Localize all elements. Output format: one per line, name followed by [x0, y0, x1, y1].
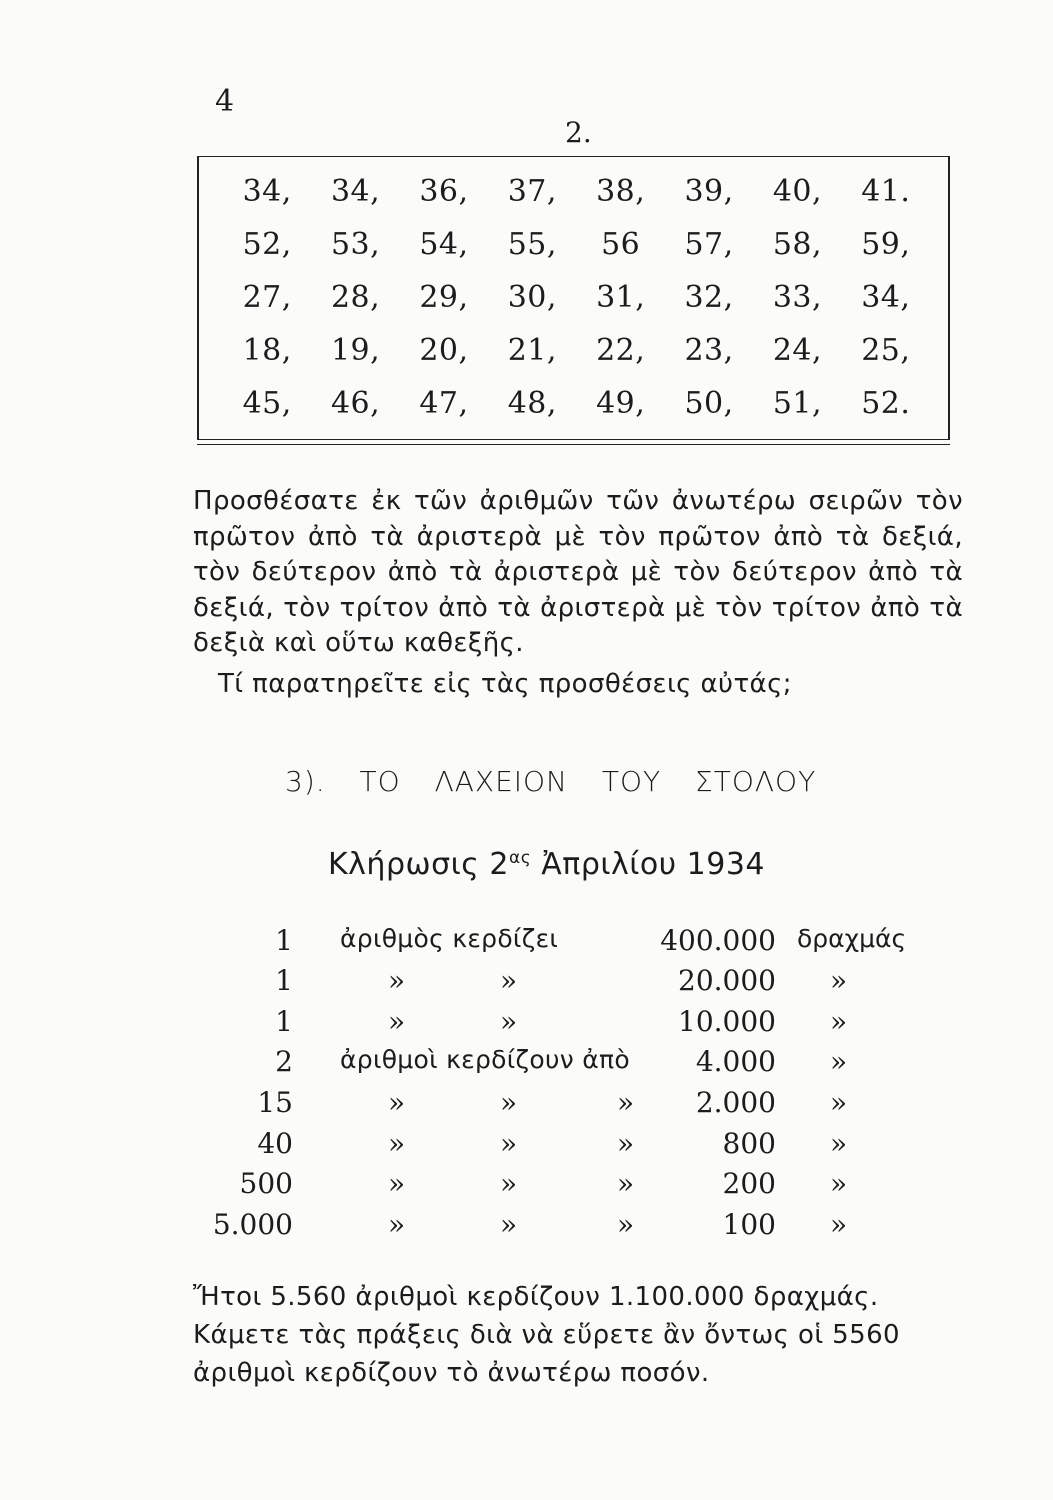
ditto-mark: » [830, 1005, 848, 1038]
ditto-mark: » [830, 1208, 848, 1241]
prize-description: ἀριθμὸς κερδίζει [340, 924, 559, 953]
number-cell: 24, [772, 333, 823, 368]
ditto-mark: » [500, 1086, 518, 1119]
number-cell: 46, [330, 386, 381, 421]
conclusion-line-2: Κάμετε τὰς πράξεις διὰ νὰ εὕρετε ἂν ὄντως οἱ 5560 [193, 1320, 900, 1350]
number-cell: 45, [242, 386, 292, 421]
prize-count: 1 [275, 964, 293, 997]
number-cell: 25, [861, 333, 911, 368]
number-cell: 59, [861, 227, 911, 262]
number-cell: 47, [419, 386, 469, 421]
question-line: Τί παρατηρεῖτε εἰς τὰς προσθέσεις αὐτάς; [218, 669, 792, 699]
ditto-mark: » [500, 1208, 518, 1241]
prize-amount: 10.000 [678, 1005, 776, 1038]
conclusion-line-1: Ἤτοι 5.560 ἀριθμοὶ κερδίζουν 1.100.000 δραχμάς. [193, 1282, 879, 1312]
prize-row [0, 1086, 1053, 1126]
prize-count: 1 [275, 1005, 293, 1038]
number-cell: 31, [596, 280, 646, 315]
prize-row [0, 1005, 1053, 1045]
number-cell: 36, [419, 174, 469, 209]
page-number: 4 [215, 84, 235, 119]
number-row [199, 379, 948, 429]
number-cell: 34, [330, 174, 381, 209]
number-cell: 38, [596, 174, 646, 209]
number-cell: 49, [596, 386, 646, 421]
prize-row [0, 1167, 1053, 1207]
number-cell: 23, [684, 333, 734, 368]
prize-amount: 800 [722, 1127, 776, 1160]
prize-row [0, 964, 1053, 1004]
ditto-mark: » [617, 1167, 635, 1200]
ditto-mark: » [388, 1086, 406, 1119]
number-row [199, 273, 948, 323]
prize-count: 1 [275, 924, 293, 957]
prize-row [0, 1127, 1053, 1167]
number-cell: 41. [861, 174, 911, 209]
prize-row [0, 1045, 1053, 1085]
prize-count: 2 [275, 1045, 293, 1078]
number-cell: 39, [684, 174, 734, 209]
ditto-mark: » [388, 1127, 406, 1160]
prize-row [0, 924, 1053, 964]
ditto-mark: » [617, 1208, 635, 1241]
number-cell: 51, [772, 386, 823, 421]
ditto-mark: » [388, 1167, 406, 1200]
number-cell: 28, [330, 280, 381, 315]
number-row [199, 326, 948, 376]
number-cell: 33, [772, 280, 823, 315]
prize-description: ἀριθμοὶ κερδίζουν ἀπὸ [340, 1045, 630, 1074]
ditto-mark: » [617, 1127, 635, 1160]
ditto-mark: » [388, 1208, 406, 1241]
number-cell: 53, [330, 227, 381, 262]
number-cell: 58, [772, 227, 823, 262]
ditto-mark: » [500, 1167, 518, 1200]
ditto-mark: » [617, 1086, 635, 1119]
ditto-mark: » [388, 1005, 406, 1038]
prize-amount: 200 [722, 1167, 776, 1200]
number-cell: 40, [772, 174, 823, 209]
prize-count: 5.000 [212, 1208, 293, 1241]
draw-date-prefix: Κλήρωσις 2 [328, 847, 510, 882]
instruction-paragraph: Προσθέσατε ἐκ τῶν ἀριθμῶν τῶν ἀνωτέρω σειρῶν τὸν πρῶτον ἀπὸ τὰ ἀριστερὰ μὲ τὸν πρῶτον ἀπὸ τὰ δεξιά, τὸν δεύτερον ἀπὸ τὰ ἀριστερὰ μὲ τὸν δεύτερον ἀπὸ τὰ δεξιά, τὸν τρίτον ἀπὸ τὰ ἀριστερὰ μὲ τὸν τρίτον ἀπὸ τὰ δεξιὰ καὶ οὕτω καθεξῆς. [193, 486, 963, 658]
prize-row [0, 1208, 1053, 1248]
prize-amount: 2.000 [695, 1086, 776, 1119]
number-cell: 56 [601, 227, 641, 262]
ditto-mark: » [830, 1127, 848, 1160]
draw-date-rest: Ἀπριλίου 1934 [531, 847, 766, 882]
conclusion-line-3: ἀριθμοὶ κερδίζουν τὸ ἀνωτέρω ποσόν. [193, 1358, 710, 1388]
number-cell: 57, [684, 227, 734, 262]
number-cell: 32, [684, 280, 734, 315]
number-cell: 21, [507, 333, 557, 368]
ditto-mark: » [500, 964, 518, 997]
number-row [199, 167, 948, 217]
ditto-mark: » [500, 1005, 518, 1038]
prize-currency: δραχμάς [797, 924, 907, 953]
number-cell: 19, [330, 333, 381, 368]
draw-date-superscript: ας [509, 848, 532, 868]
prize-amount: 4.000 [695, 1045, 776, 1078]
prize-amount: 400.000 [660, 924, 776, 957]
number-cell: 52. [861, 386, 911, 421]
section-title: 3). ΤΟ ΛΑΧΕΙΟΝ ΤΟΥ ΣΤΟΛΟΥ [285, 765, 817, 798]
number-cell: 50, [684, 386, 734, 421]
prize-amount: 100 [722, 1208, 776, 1241]
ditto-mark: » [830, 1086, 848, 1119]
number-cell: 20, [419, 333, 469, 368]
number-row [199, 220, 948, 270]
number-cell: 30, [507, 280, 557, 315]
prize-amount: 20.000 [678, 964, 776, 997]
number-cell: 22, [596, 333, 646, 368]
number-table [197, 156, 950, 440]
number-cell: 52, [242, 227, 292, 262]
number-cell: 29, [419, 280, 469, 315]
number-cell: 34, [861, 280, 911, 315]
ditto-mark: » [500, 1127, 518, 1160]
prize-count: 40 [257, 1127, 293, 1160]
number-cell: 18, [242, 333, 292, 368]
ditto-mark: » [830, 1167, 848, 1200]
number-cell: 27, [242, 280, 292, 315]
number-cell: 37, [507, 174, 557, 209]
prize-count: 15 [257, 1086, 293, 1119]
ditto-mark: » [830, 964, 848, 997]
ditto-mark: » [388, 964, 406, 997]
ditto-mark: » [830, 1045, 848, 1078]
number-cell: 48, [507, 386, 557, 421]
number-cell: 54, [419, 227, 469, 262]
table-label: 2. [565, 116, 592, 149]
number-cell: 55, [507, 227, 557, 262]
prize-count: 500 [239, 1167, 293, 1200]
draw-date [328, 847, 765, 882]
number-cell: 34, [242, 174, 292, 209]
